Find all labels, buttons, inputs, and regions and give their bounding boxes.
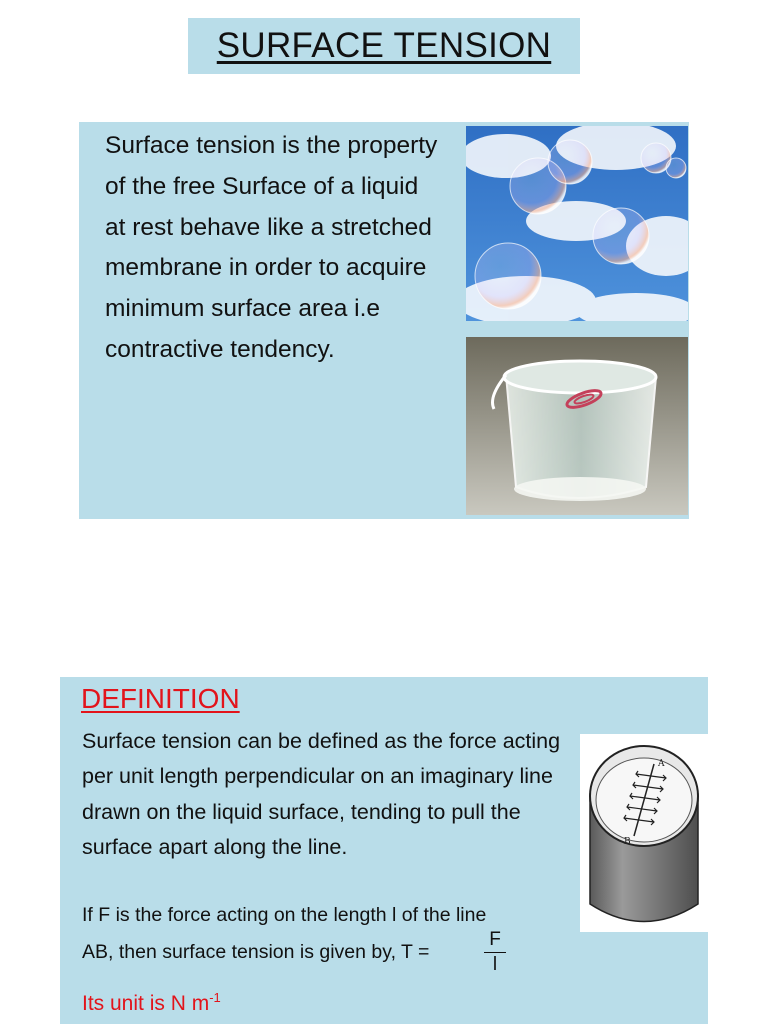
soap-bubbles-image	[466, 126, 688, 321]
label-b: B	[624, 837, 631, 847]
fraction-numerator: F	[489, 929, 501, 950]
definition-heading: DEFINITION	[81, 683, 240, 714]
unit-statement	[82, 990, 221, 1016]
fraction-bar	[484, 952, 506, 953]
cylinder-surface-diagram	[580, 734, 708, 932]
fraction-denominator: l	[492, 954, 498, 975]
force-over-length-fraction	[484, 929, 506, 976]
intro-paragraph: Surface tension is the property of the free Surface of a liquid at rest behave like a stretched membrane in order to acquire minimum surface area i.e contractive tendency.	[105, 132, 438, 363]
formula-intro-line2: AB, then surface tension is given by, T =	[82, 941, 430, 963]
intro-slide	[79, 122, 689, 519]
beaker-paperclip-image	[466, 337, 688, 515]
title-banner	[188, 18, 580, 74]
definition-paragraph: Surface tension can be defined as the force acting per unit length perpendicular on an imaginary line drawn on the liquid surface, tending to pull the surface apart along the line.	[82, 729, 561, 859]
label-a: A	[658, 759, 665, 769]
page-title: SURFACE TENSION	[216, 26, 552, 65]
definition-slide	[60, 677, 708, 1024]
formula-intro-line1: If F is the force acting on the length l of the line	[82, 904, 487, 926]
unit-exponent: -1	[209, 990, 221, 1005]
unit-text: Its unit is N m	[82, 992, 210, 1015]
